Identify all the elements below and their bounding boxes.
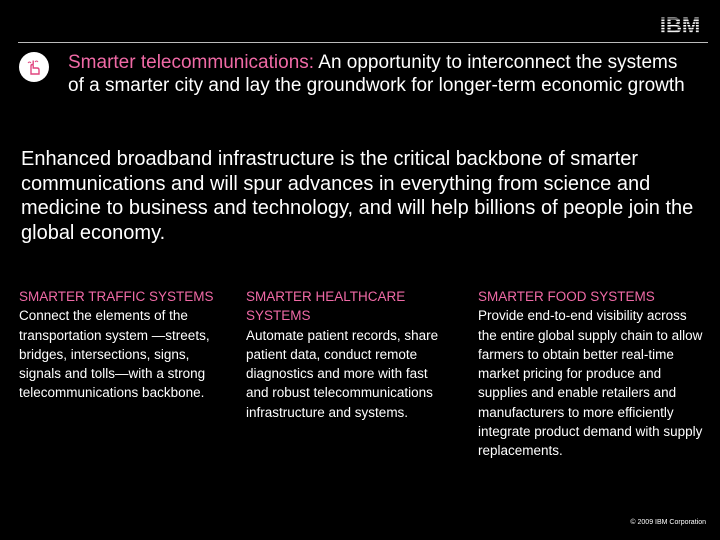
svg-text:IBM: IBM <box>659 14 701 36</box>
column-title: SMARTER FOOD SYSTEMS <box>478 289 655 304</box>
header-divider <box>18 42 708 43</box>
telecom-hand-icon <box>19 52 49 82</box>
column-food <box>478 287 703 461</box>
column-title: SMARTER TRAFFIC SYSTEMS <box>19 289 214 304</box>
slide-headline <box>68 52 698 97</box>
headline-rest: An opportunity to interconnect the systems of a smarter city and lay the groundwork for longer-term economic growth <box>68 52 685 96</box>
column-title: SMARTER HEALTHCARE SYSTEMS <box>246 289 406 324</box>
column-body: Connect the elements of the transportation system —streets, bridges, intersections, signs, signals and tolls—with a strong telecommunications backbone. <box>19 308 210 401</box>
column-body: Automate patient records, share patient data, conduct remote diagnostics and more with fast and robust telecommunications infrastructure and systems. <box>246 327 439 420</box>
column-body: Provide end-to-end visibility across the entire global supply chain to allow farmers to obtain better real-time market pricing for produce and supplies and enable retailers and manufacturers to more efficiently integrate product demand with supply replacements. <box>478 308 703 459</box>
copyright-footer: © 2009 IBM Corporation <box>630 519 706 526</box>
intro-paragraph: Enhanced broadband infrastructure is the critical backbone of smarter communications and will spur advances in everything from science and medicine to business and technology, and will help billions of people join the global economy. <box>21 148 694 244</box>
column-traffic <box>19 287 224 403</box>
ibm-logo <box>656 14 704 36</box>
headline-accent: Smarter telecommunications: <box>68 52 315 73</box>
column-healthcare <box>246 287 451 422</box>
